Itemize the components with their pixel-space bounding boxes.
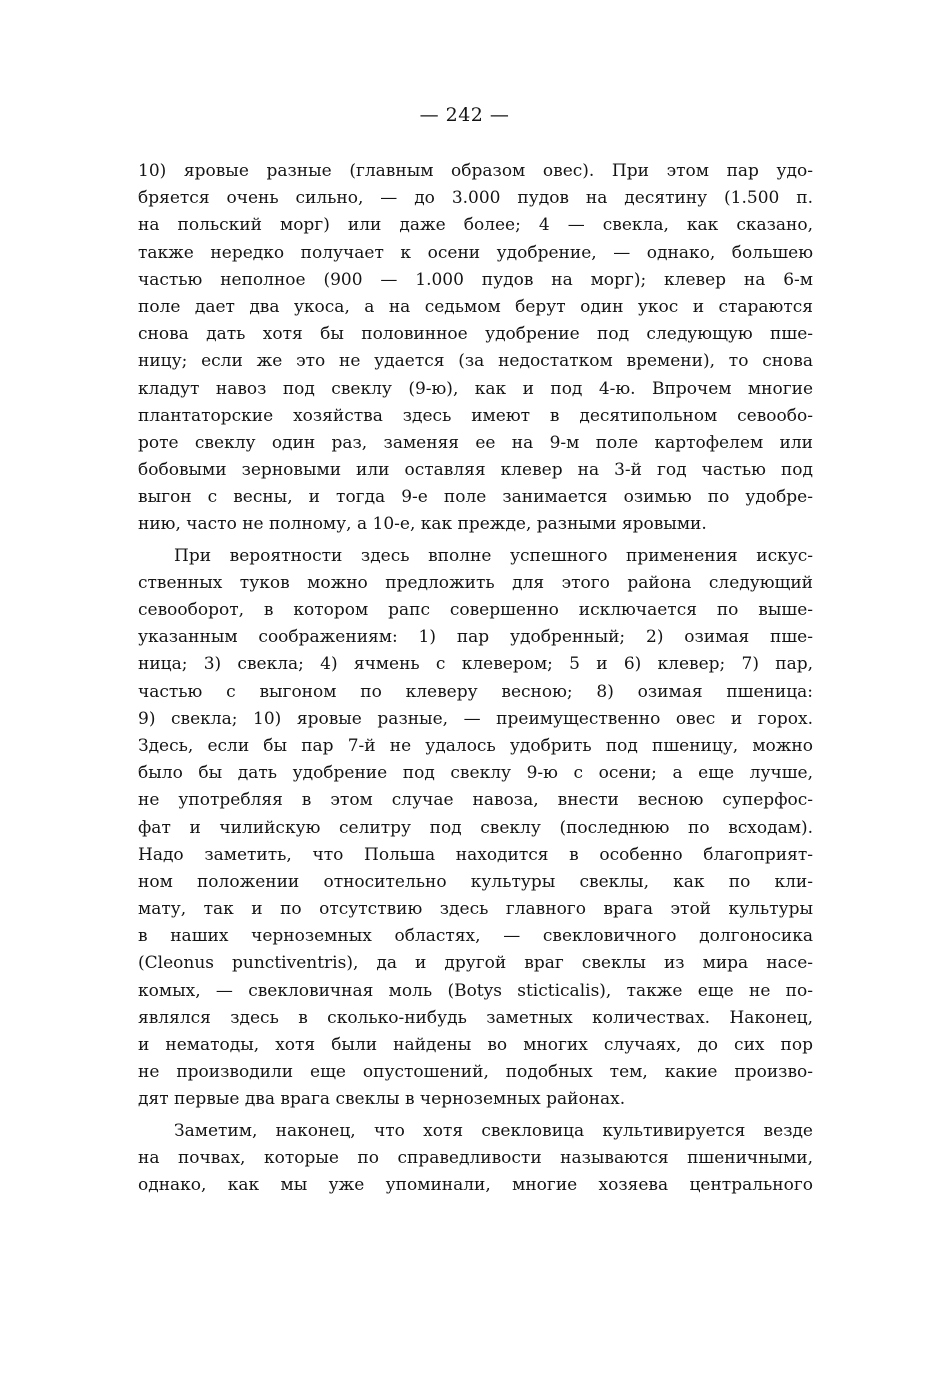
text-line: бобовыми зерновыми или оставляя клевер на 3-й год частью под [138,460,813,481]
text-line: не производили еще опустошений, подобных тем, какие произво- [138,1062,813,1083]
text-line: указанным соображениям: 1) пар удобренный; 2) озимая пше- [138,627,813,648]
text-line: Здесь, если бы пар 7-й не удалось удобрить под пшеницу, можно [138,735,813,756]
body-text [138,158,813,1199]
text-line: поле дает два укоса, а на седьмом берут один укос и стараются [138,296,813,317]
text-line: фат и чилийскую селитру под свеклу (последнюю по всходам). [138,817,813,838]
text-line: ницу; если же это не удается (за недостатком времени), то снова [138,351,813,372]
text-line: частью с выгоном по клеверу весною; 8) озимая пшеница: [138,681,813,702]
text-line: ница; 3) свекла; 4) ячмень с клевером; 5 и 6) клевер; 7) пар, [138,654,813,675]
text-line: было бы дать удобрение под свеклу 9-ю с осени; а еще лучше, [138,763,813,784]
text-line: не употребляя в этом случае навоза, внести весною суперфос- [138,790,813,811]
text-line: 10) яровые разные (главным образом овес). При этом пар удо- [138,161,813,181]
text-line: плантаторские хозяйства здесь имеют в десятипольном севообо- [138,405,813,426]
paragraph-1 [138,158,813,539]
text-line: При вероятности здесь вполне успешного применения искус- [174,545,813,566]
text-line: ственных туков можно предложить для этого района следующий [138,572,813,593]
text-line: дят первые два врага свеклы в черноземных районах. [138,1089,626,1110]
text-line: севооборот, в котором рапс совершенно исключается по выше- [138,600,813,620]
text-line: нию, часто не полному, а 10-е, как прежде, разными яровыми. [138,514,707,535]
paragraph-3 [138,1118,813,1200]
text-line: роте свеклу один раз, заменяя ее на 9-м поле картофелем или [138,432,813,453]
text-line: (Cleonus punctiventris), да и другой враг свеклы из мира насе- [138,953,813,974]
text-line: также нередко получает к осени удобрение, — однако, большею [138,242,813,263]
text-line: являлся здесь в сколько-нибудь заметных количествах. Наконец, [138,1007,813,1028]
text-line: Надо заметить, что Польша находится в особенно благоприят- [138,844,813,865]
text-line: на польский морг) или даже более; 4 — свекла, как сказано, [138,215,813,236]
text-line: на почвах, которые по справедливости называются пшеничными, [138,1147,813,1168]
text-line: и нематоды, хотя были найдены во многих случаях, до сих пор [138,1035,813,1055]
text-line: в наших черноземных областях, — свекловичного долгоносика [138,926,813,947]
page-number: — 242 — [419,104,510,126]
text-line: ном положении относительно культуры свеклы, как по кли- [138,871,813,892]
text-line: снова дать хотя бы половинное удобрение под следующую пше- [138,324,813,345]
text-line: выгон с весны, и тогда 9-е поле занимается озимью по удобре- [138,487,813,508]
text-line: мату, так и по отсутствию здесь главного врага этой культуры [138,899,813,920]
text-line: 9) свекла; 10) яровые разные, — преимущественно овес и горох. [138,708,813,729]
text-line: комых, — свекловичная моль (Botys sticticalis), также еще не по- [138,980,813,1001]
text-line: однако, как мы уже упоминали, многие хозяева центрального [138,1174,813,1195]
paragraph-2 [138,543,813,1114]
text-line: кладут навоз под свеклу (9-ю), как и под 4-ю. Впрочем многие [138,378,813,399]
text-line: Заметим, наконец, что хотя свекловица культивируется везде [174,1120,813,1141]
text-line: частью неполное (900 — 1.000 пудов на морг); клевер на 6-м [138,269,813,290]
text-line: бряется очень сильно, — до 3.000 пудов на десятину (1.500 п. [138,188,813,209]
